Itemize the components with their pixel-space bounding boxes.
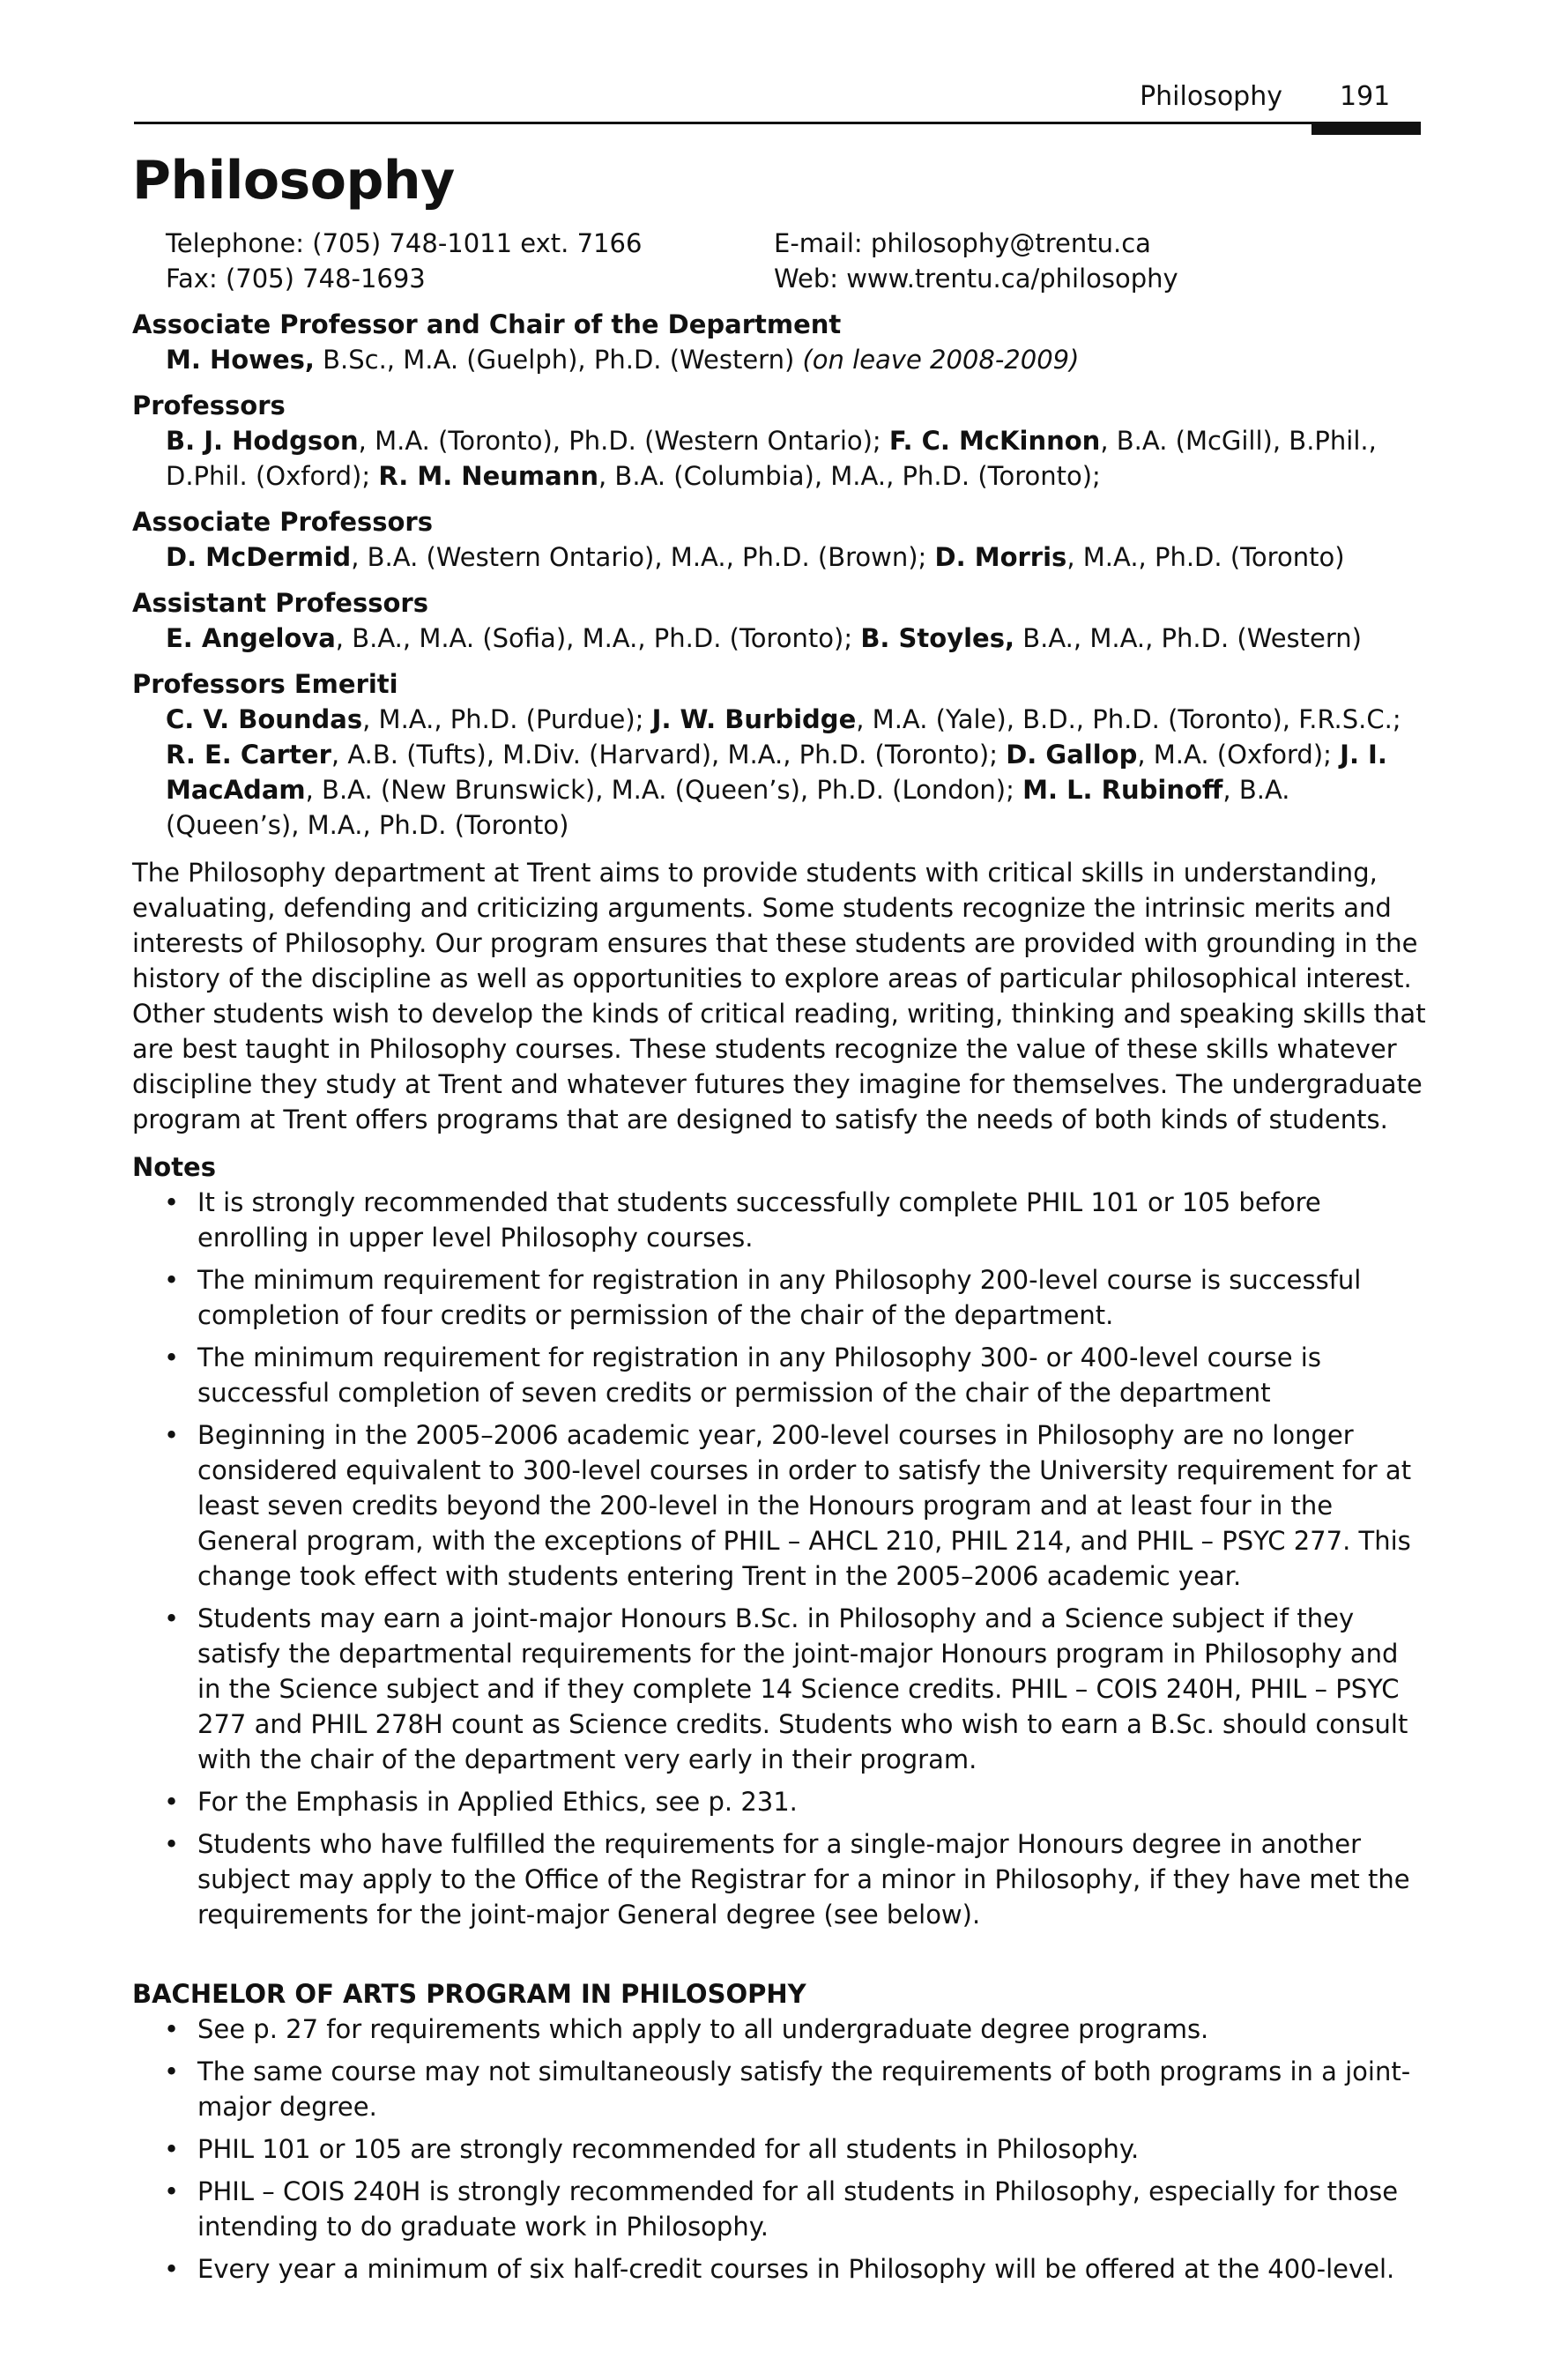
faculty-name: J. I. MacAdam xyxy=(166,740,1387,805)
notes-list xyxy=(132,1185,1428,1932)
faculty-name: M. L. Rubinoff xyxy=(1022,775,1223,805)
faculty-name: R. M. Neumann xyxy=(378,461,598,491)
faculty-name: R. E. Carter xyxy=(166,740,331,770)
assistant-heading: Assistant Professors xyxy=(132,588,428,618)
faculty-credentials: , M.A., Ph.D. (Purdue); xyxy=(362,704,652,734)
faculty-credentials: , M.A. (Yale), B.D., Ph.D. (Toronto), F.R.S.C.; xyxy=(856,704,1401,734)
list-item: • The minimum requirement for registration in any Philosophy 300- or 400-level course is successful completion of seven credits or permission of the chair of the department xyxy=(132,1340,1428,1410)
page-content xyxy=(132,152,1428,2294)
contact-email: E-mail: philosophy@trentu.ca xyxy=(774,228,1151,258)
faculty-credentials: , A.B. (Tufts), M.Div. (Harvard), M.A., Ph.D. (Toronto); xyxy=(331,740,1007,770)
page-number: 191 xyxy=(1340,81,1391,112)
faculty-credentials: , B.A. (Queen’s), M.A., Ph.D. (Toronto) xyxy=(166,775,1290,840)
contact-fax: Fax: (705) 748-1693 xyxy=(166,264,426,294)
intro-paragraph: The Philosophy department at Trent aims to provide students with critical skills in understanding, evaluating, defending and criticizing arguments. Some students recognize the intrinsic merits and interests of Philosophy. Our program ensures that these students are provided with grounding in the history of the discipline as well as opportunities to explore areas of particular philosophical interest. Other students wish to develop the kinds of critical reading, writing, thinking and speaking skills that are best taught in Philosophy courses. These students recognize the value of these skills whatever discipline they study at Trent and whatever futures they imagine for themselves. The undergraduate program at Trent offers programs that are designed to satisfy the needs of both kinds of students. xyxy=(132,858,1426,1134)
notes-heading: Notes xyxy=(132,1152,216,1182)
assistant-list xyxy=(166,621,1428,656)
contact-telephone: Telephone: (705) 748-1011 ext. 7166 xyxy=(166,228,643,258)
header-rule xyxy=(134,122,1421,124)
faculty-name: D. Gallop xyxy=(1006,740,1138,770)
faculty-credentials: , M.A. (Oxford); xyxy=(1137,740,1341,770)
faculty-name: D. McDermid xyxy=(166,542,352,572)
faculty-credentials: , M.A. (Toronto), Ph.D. (Western Ontario); xyxy=(358,426,889,456)
list-item: • It is strongly recommended that students successfully complete PHIL 101 or 105 before enrolling in upper level Philosophy courses. xyxy=(132,1185,1428,1255)
faculty-credentials: , B.A. (Columbia), M.A., Ph.D. (Toronto); xyxy=(598,461,1101,491)
header-tab-marker xyxy=(1312,122,1421,135)
faculty-credentials: B.Sc., M.A. (Guelph), Ph.D. (Western) xyxy=(314,345,803,375)
faculty-name: B. J. Hodgson xyxy=(166,426,359,456)
chair-entry xyxy=(166,342,1428,377)
list-item: • Students who have fulfilled the requirements for a single-major Honours degree in another subject may apply to the Office of the Registrar for a minor in Philosophy, if they have met the requirements for the joint-major General degree (see below). xyxy=(132,1826,1428,1932)
faculty-name: E. Angelova xyxy=(166,623,336,653)
list-item: • PHIL – COIS 240H is strongly recommended for all students in Philosophy, especially for those intending to do graduate work in Philosophy. xyxy=(132,2174,1428,2244)
faculty-credentials: , B.A. (McGill), B.Phil., D.Phil. (Oxford); xyxy=(166,426,1377,491)
contact-web: Web: www.trentu.ca/philosophy xyxy=(774,264,1178,294)
associate-heading: Associate Professors xyxy=(132,507,433,537)
faculty-name: F. C. McKinnon xyxy=(888,426,1101,456)
faculty-name: M. Howes, xyxy=(166,345,315,375)
list-item: • Students may earn a joint-major Honours B.Sc. in Philosophy and a Science subject if they satisfy the departmental requirements for the joint-major Honours program in Philosophy and in the Science subject and if they complete 14 Science credits. PHIL – COIS 240H, PHIL – PSYC 277 and PHIL 278H count as Science credits. Students who wish to earn a B.Sc. should consult with the chair of the department very early in their program. xyxy=(132,1601,1428,1777)
associate-list xyxy=(166,539,1428,575)
faculty-credentials: , M.A., Ph.D. (Toronto) xyxy=(1066,542,1345,572)
ba-program-heading: BACHELOR OF ARTS PROGRAM IN PHILOSOPHY xyxy=(132,1979,806,2009)
faculty-credentials: , B.A. (New Brunswick), M.A. (Queen’s), Ph.D. (London); xyxy=(305,775,1023,805)
chair-heading: Associate Professor and Chair of the Department xyxy=(132,309,842,339)
list-item: • The same course may not simultaneously satisfy the requirements of both programs in a joint-major degree. xyxy=(132,2054,1428,2124)
faculty-name: J. W. Burbidge xyxy=(651,704,857,734)
faculty-name: B. Stoyles, xyxy=(860,623,1015,653)
contact-block xyxy=(166,226,1428,296)
list-item: • See p. 27 for requirements which apply to all undergraduate degree programs. xyxy=(132,2012,1428,2047)
running-header-section: Philosophy xyxy=(1140,81,1282,112)
ba-program-list xyxy=(132,2012,1428,2287)
list-item: • For the Emphasis in Applied Ethics, see p. 231. xyxy=(132,1784,1428,1819)
professors-list xyxy=(166,423,1428,494)
list-item: • The minimum requirement for registration in any Philosophy 200-level course is successful completion of four credits or permission of the chair of the department. xyxy=(132,1262,1428,1333)
faculty-name: D. Morris xyxy=(934,542,1067,572)
leave-note: (on leave 2008-2009) xyxy=(802,345,1080,375)
page-title: Philosophy xyxy=(132,150,455,212)
list-item: • Every year a minimum of six half-credit courses in Philosophy will be offered at the 400-level. xyxy=(132,2251,1428,2287)
emeriti-heading: Professors Emeriti xyxy=(132,669,398,699)
list-item: • PHIL 101 or 105 are strongly recommended for all students in Philosophy. xyxy=(132,2131,1428,2167)
emeriti-list xyxy=(166,702,1428,843)
list-item: • Beginning in the 2005–2006 academic year, 200-level courses in Philosophy are no longer considered equivalent to 300-level courses in order to satisfy the University requirement for at least seven credits beyond the 200-level in the Honours program and at least four in the General program, with the exceptions of PHIL – AHCL 210, PHIL 214, and PHIL – PSYC 277. This change took effect with students entering Trent in the 2005–2006 academic year. xyxy=(132,1417,1428,1594)
faculty-name: C. V. Boundas xyxy=(166,704,363,734)
faculty-credentials: B.A., M.A., Ph.D. (Western) xyxy=(1014,623,1362,653)
faculty-credentials: , B.A., M.A. (Sofia), M.A., Ph.D. (Toronto); xyxy=(335,623,861,653)
faculty-credentials: , B.A. (Western Ontario), M.A., Ph.D. (Brown); xyxy=(351,542,935,572)
professors-heading: Professors xyxy=(132,390,286,420)
